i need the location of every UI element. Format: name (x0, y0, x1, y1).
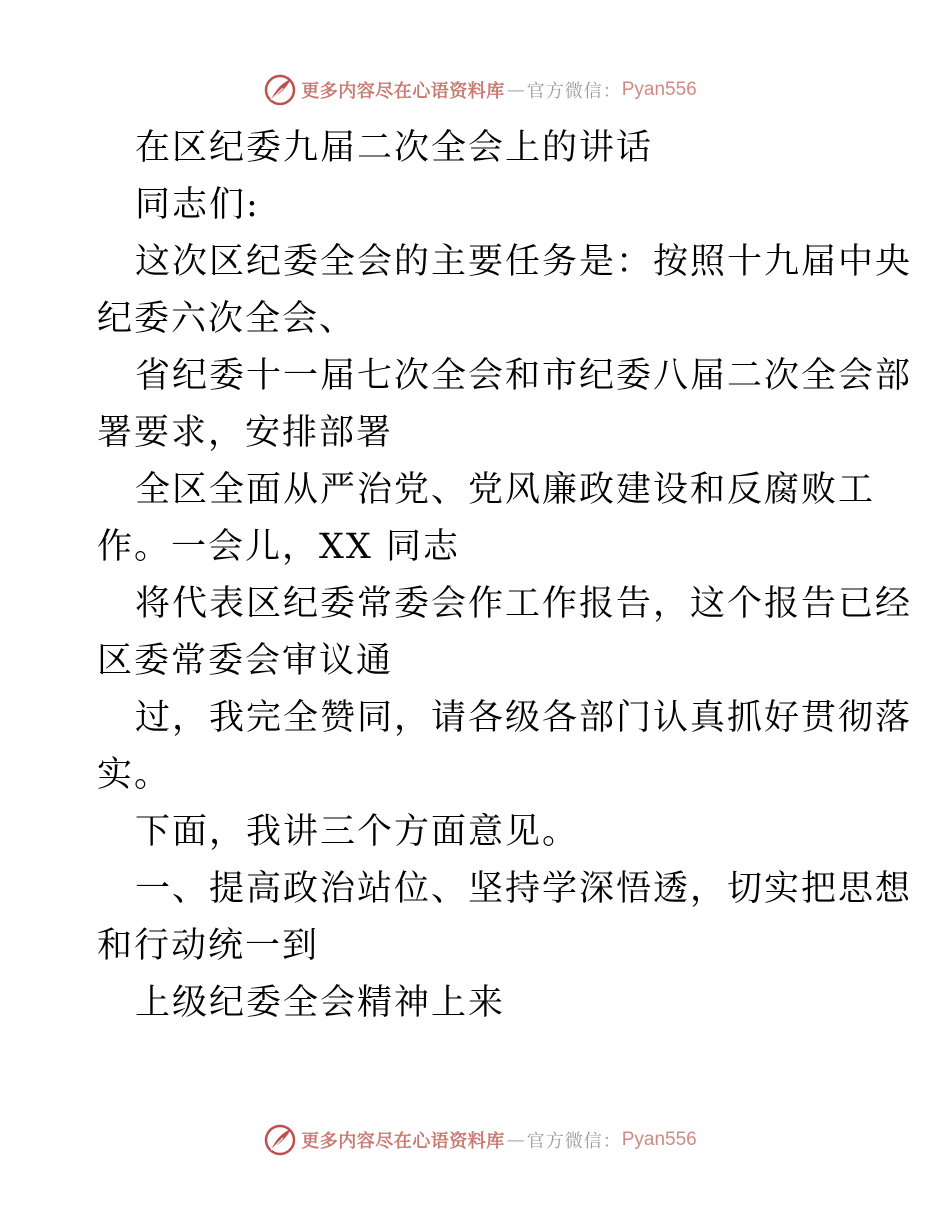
footer-wechat-id: Pyan556 (621, 1129, 697, 1150)
document-title: 在区纪委九届二次全会上的讲话 (135, 128, 654, 168)
paragraph-line: 作。一会儿，XX 同志 (97, 527, 460, 567)
document-body (97, 120, 913, 1032)
footer-banner-content (263, 1123, 697, 1157)
footer-wechat-label: 官方微信： (526, 1131, 622, 1152)
quill-logo-icon (263, 1123, 297, 1157)
header-banner (0, 70, 950, 110)
header-banner-dash: — (506, 79, 525, 101)
paragraph-line: 全区全面从严治党、党风廉政建设和反腐败工 (135, 470, 876, 510)
footer-banner-dash: — (506, 1129, 525, 1151)
footer-banner (0, 1120, 950, 1160)
paragraph-line: 区委常委会审议通 (97, 641, 394, 681)
section-heading-line: 和行动统一到 (97, 926, 320, 966)
header-wechat-id: Pyan556 (621, 79, 697, 100)
paragraph-line: 过，我完全赞同，请各级各部门认真抓好贯彻落 (135, 698, 913, 738)
paragraph-line: 署要求，安排部署 (97, 413, 394, 453)
salutation: 同志们: (135, 185, 260, 225)
header-banner-content (263, 73, 697, 107)
paragraph-line: 下面，我讲三个方面意见。 (135, 812, 580, 852)
paragraph-line: 纪委六次全会、 (97, 299, 357, 339)
footer-banner-text: 更多内容尽在心语资料库 (301, 1131, 505, 1152)
header-wechat-label: 官方微信： (526, 81, 622, 102)
paragraph-line: 这次区纪委全会的主要任务是：按照十九届中央 (135, 242, 913, 282)
paragraph-line: 省纪委十一届七次全会和市纪委八届二次全会部 (135, 356, 913, 396)
quill-logo-icon (263, 73, 297, 107)
header-banner-text: 更多内容尽在心语资料库 (301, 81, 505, 102)
paragraph-line: 将代表区纪委常委会作工作报告，这个报告已经 (135, 584, 913, 624)
paragraph-line: 实。 (97, 755, 172, 795)
section-heading-line: 一、提高政治站位、坚持学深悟透，切实把思想 (135, 869, 913, 909)
section-heading-line: 上级纪委全会精神上来 (135, 983, 506, 1023)
